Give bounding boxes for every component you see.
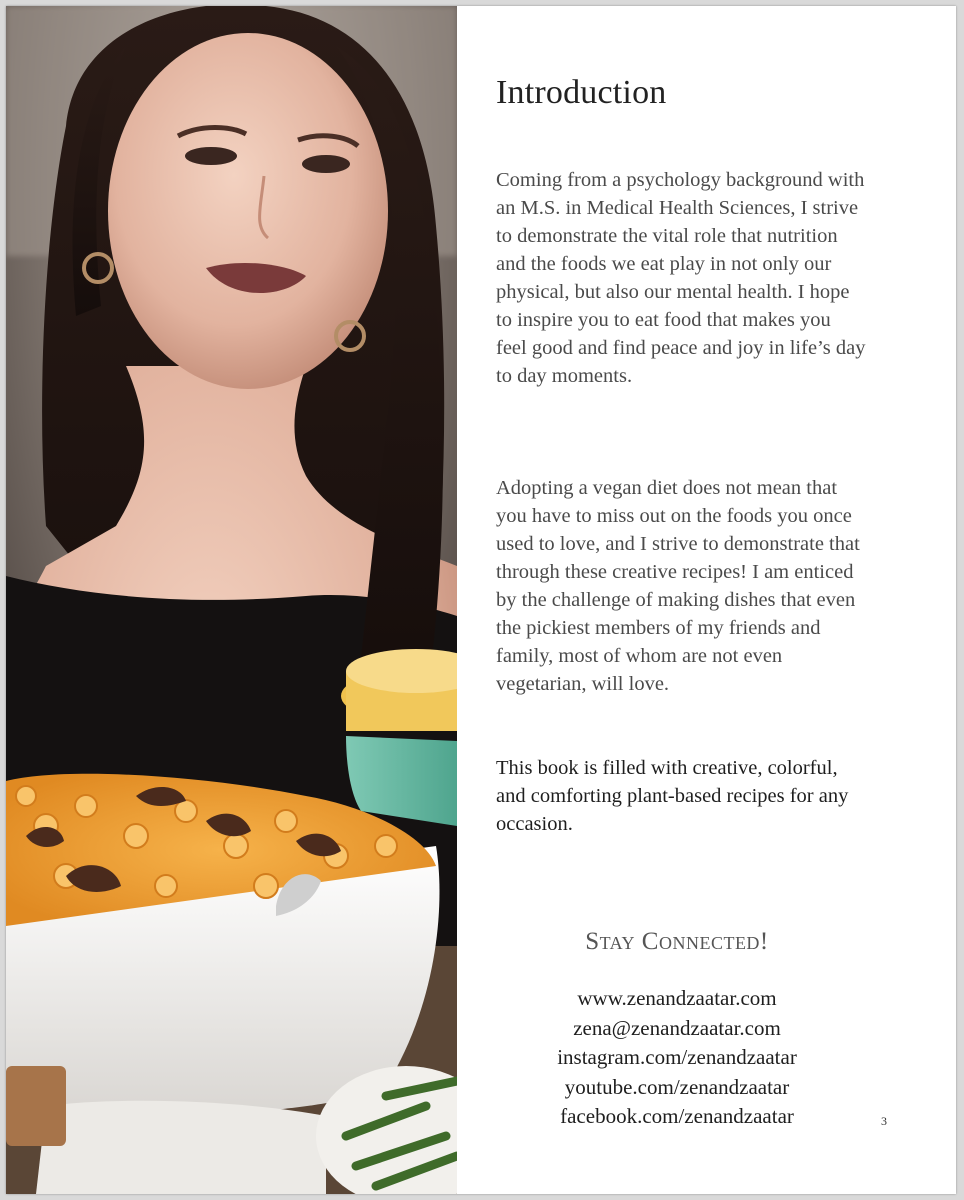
list-item — [457, 984, 897, 1014]
page-number: 3 — [881, 1114, 887, 1128]
contact-links — [457, 984, 897, 1132]
list-item — [457, 1043, 897, 1073]
book-page — [6, 6, 956, 1194]
email-link[interactable]: zena@zenandzaatar.com — [573, 1015, 781, 1040]
text-panel — [457, 6, 956, 1194]
intro-paragraph-3: This book is filled with creative, colorful, and comforting plant-based recipes for any occasion. — [496, 757, 849, 835]
page-title: Introduction — [496, 74, 667, 111]
list-item — [457, 1014, 897, 1044]
youtube-link[interactable]: youtube.com/zenandzaatar — [564, 1074, 790, 1099]
website-link[interactable]: www.zenandzaatar.com — [577, 986, 777, 1010]
list-item — [457, 1073, 897, 1103]
intro-paragraph-1: Coming from a psychology background with an M.S. in Medical Health Sciences, I strive to demonstrate the vital role that nutrition and the foods we eat play in not only our physical, but also our mental health. I hope to inspire you to eat food that makes you feel good and find peace and joy in life’s day to day moments. — [496, 169, 866, 387]
stay-connected-heading: Stay Connected! — [585, 928, 769, 955]
author-photo — [6, 6, 457, 1194]
instagram-link[interactable]: instagram.com/zenandzaatar — [557, 1045, 797, 1069]
intro-paragraph-2: Adopting a vegan diet does not mean that you have to miss out on the foods you once used to love, and I strive to demonstrate that through these creative recipes! I am enticed by the challenge of making dishes that even the pickiest members of my friends and family, most of whom are not even vegetarian, will love. — [496, 477, 860, 695]
list-item — [457, 1102, 897, 1132]
facebook-link[interactable]: facebook.com/zenandzaatar — [560, 1104, 794, 1128]
